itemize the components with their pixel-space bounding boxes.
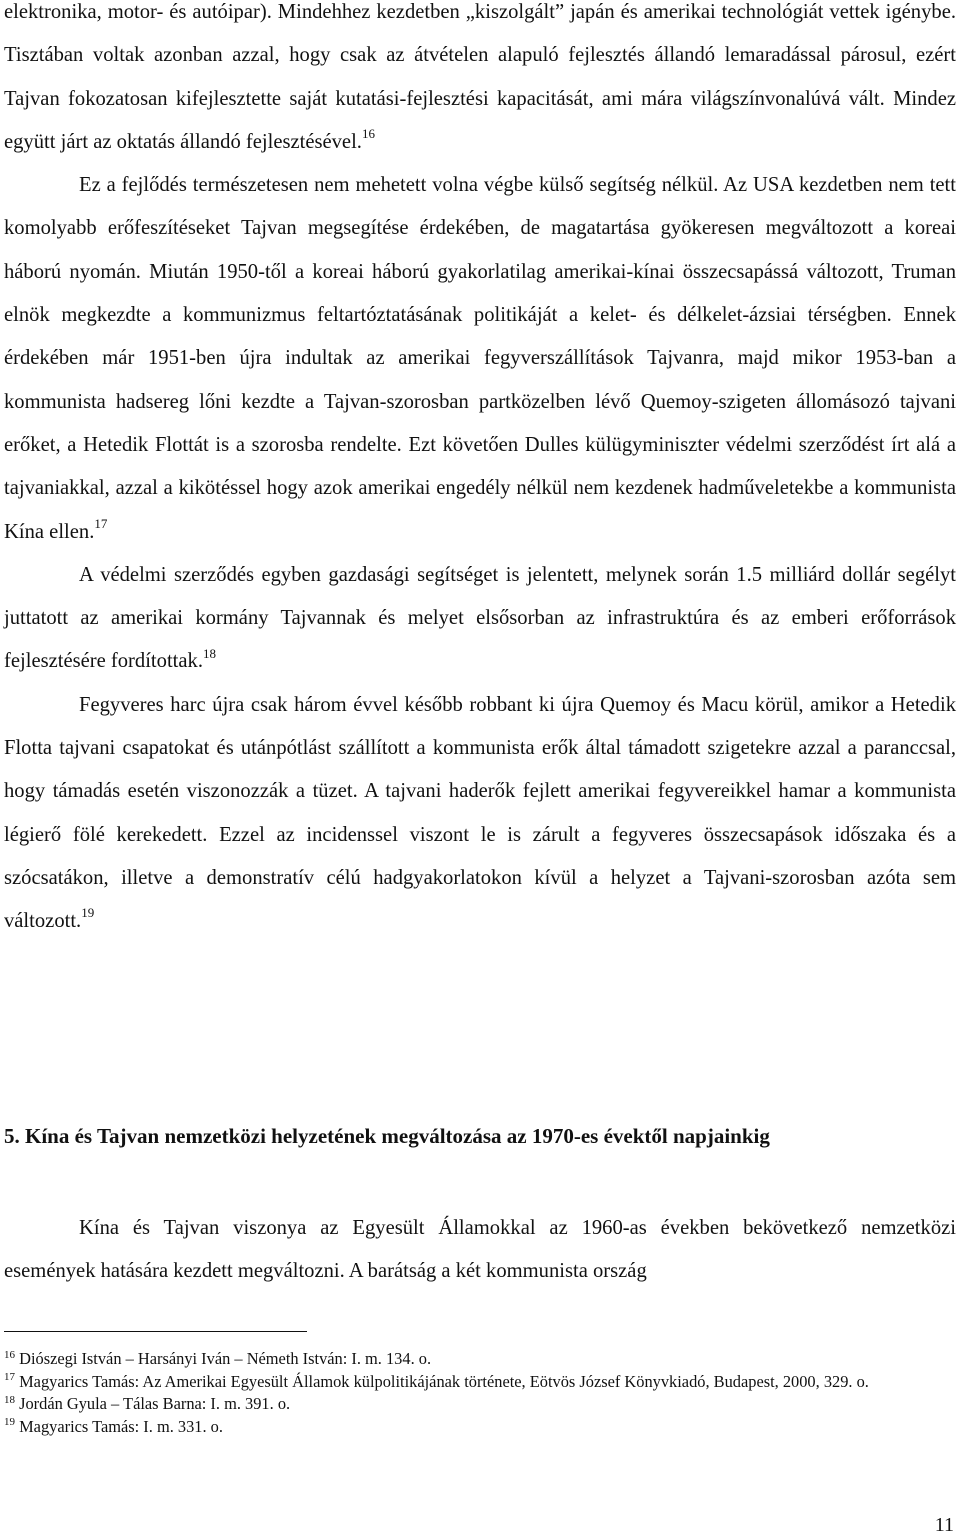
footnote-number: 19 xyxy=(4,1416,15,1429)
footnote-text: Magyarics Tamás: Az Amerikai Egyesült Államok külpolitikájának története, Eötvös József Könyvkiadó, Budapest, 2000, 329. o. xyxy=(19,1371,869,1391)
footnote-ref-17: 17 xyxy=(94,515,108,531)
footnote-ref-18: 18 xyxy=(202,645,216,661)
paragraph-3 xyxy=(4,554,956,684)
section-heading: 5. Kína és Tajvan nemzetközi helyzetének megváltozása az 1970-es évektől napjainkig xyxy=(4,1124,770,1148)
footnote-separator xyxy=(4,1331,307,1332)
page-number: 11 xyxy=(934,1514,954,1536)
paragraph-1-text: elektronika, motor- és autóipar). Mindehhez kezdetben „kiszolgált” japán és amerikai technológiát vettek igénybe. Tisztában voltak azonban azzal, hogy csak az átvételen alapuló fejlesztés állandó lemaradással párosul, ezért Tajvan fokozatosan kifejlesztette saját kutatási-fejlesztési kapacitását, ami mára világszínvonalúvá vált. Mindez együtt járt az oktatás állandó fejlesztésével. xyxy=(4,1,956,153)
footnote-ref-16: 16 xyxy=(361,126,375,142)
footnote-text: Magyarics Tamás: I. m. 331. o. xyxy=(19,1416,223,1436)
paragraph-2 xyxy=(4,164,956,554)
footnote-text: Jordán Gyula – Tálas Barna: I. m. 391. o. xyxy=(19,1394,291,1414)
paragraph-5: Kína és Tajvan viszonya az Egyesült Államokkal az 1960-as években bekövetkező nemzetközi események hatására kezdett megváltozni. A barátság a két kommunista ország xyxy=(4,1217,956,1283)
paragraph-2-text: Ez a fejlődés természetesen nem mehetett volna végbe külső segítség nélkül. Az USA kezdetben nem tett komolyabb erőfeszítéseket Tajvan megsegítése érdekében, de magatartása gyökeresen megváltozott a koreai háború nyomán. Miután 1950-től a koreai háború gyakorlatilag amerikai-kínai összecsapássá változott, Truman elnök megkezdte a kommunizmus feltartóztatásának politikáját a kelet- és délkelet-ázsiai térségben. Ennek érdekében már 1951-ben újra indultak az amerikai fegyverszállítások Tajvanra, majd mikor 1953-ban a kommunista hadsereg lőni kezdte a Tajvan-szorosban partközelben lévő Quemoy-szigeten állomásozó tajvani erőket, a Hetedik Flottát is a szorosba rendelte. Ezt követően Dulles külügyminiszter védelmi szerződést írt alá a tajvaniakkal, azzal a kikötéssel hogy azok amerikai engedély nélkül nem kezdenek hadműveletekbe a kommunista Kína ellen. xyxy=(4,174,956,543)
paragraph-1 xyxy=(4,0,956,164)
paragraph-4-text: Fegyveres harc újra csak három évvel később robbant ki újra Quemoy és Macu körül, amikor a Hetedik Flotta tajvani csapatokat és utánpótlást szállított a kommunista erők által támadott szigetekre azzal a paranccsal, hogy támadás esetén viszonozzák a tüzet. A tajvani haderők fejlett amerikai fegyvereikkel hamar a kommunista légierő fölé kerekedett. Ezzel az incidenssel viszont le is zárult a fegyveres összecsapások időszaka és a szócsatákon, illetve a demonstratív célú hadgyakorlatokon kívül a helyzet a Tajvani-szorosban azóta sem változott. xyxy=(4,693,956,933)
footnote-number: 17 xyxy=(4,1371,15,1384)
footnote-18 xyxy=(4,1393,954,1416)
footnote-number: 18 xyxy=(4,1393,15,1406)
paragraph-3-text: A védelmi szerződés egyben gazdasági segítséget is jelentett, melynek során 1.5 milliárd dollár segélyt juttatott az amerikai kormány Tajvannak és melyet elsősorban az infrastruktúra és az emberi erőforrások fejlesztésére fordítottak. xyxy=(4,563,956,673)
footnotes xyxy=(4,1348,954,1438)
footnote-ref-19: 19 xyxy=(81,905,95,921)
footnote-number: 16 xyxy=(4,1348,15,1361)
body-text-block xyxy=(4,0,956,944)
footnote-text: Diószegi István – Harsányi Iván – Németh István: I. m. 134. o. xyxy=(19,1349,432,1368)
footnote-16 xyxy=(4,1348,954,1371)
paragraph-4 xyxy=(4,684,956,944)
body-text-after-heading xyxy=(4,1207,956,1294)
footnote-19 xyxy=(4,1416,954,1439)
footnote-17 xyxy=(4,1371,954,1394)
